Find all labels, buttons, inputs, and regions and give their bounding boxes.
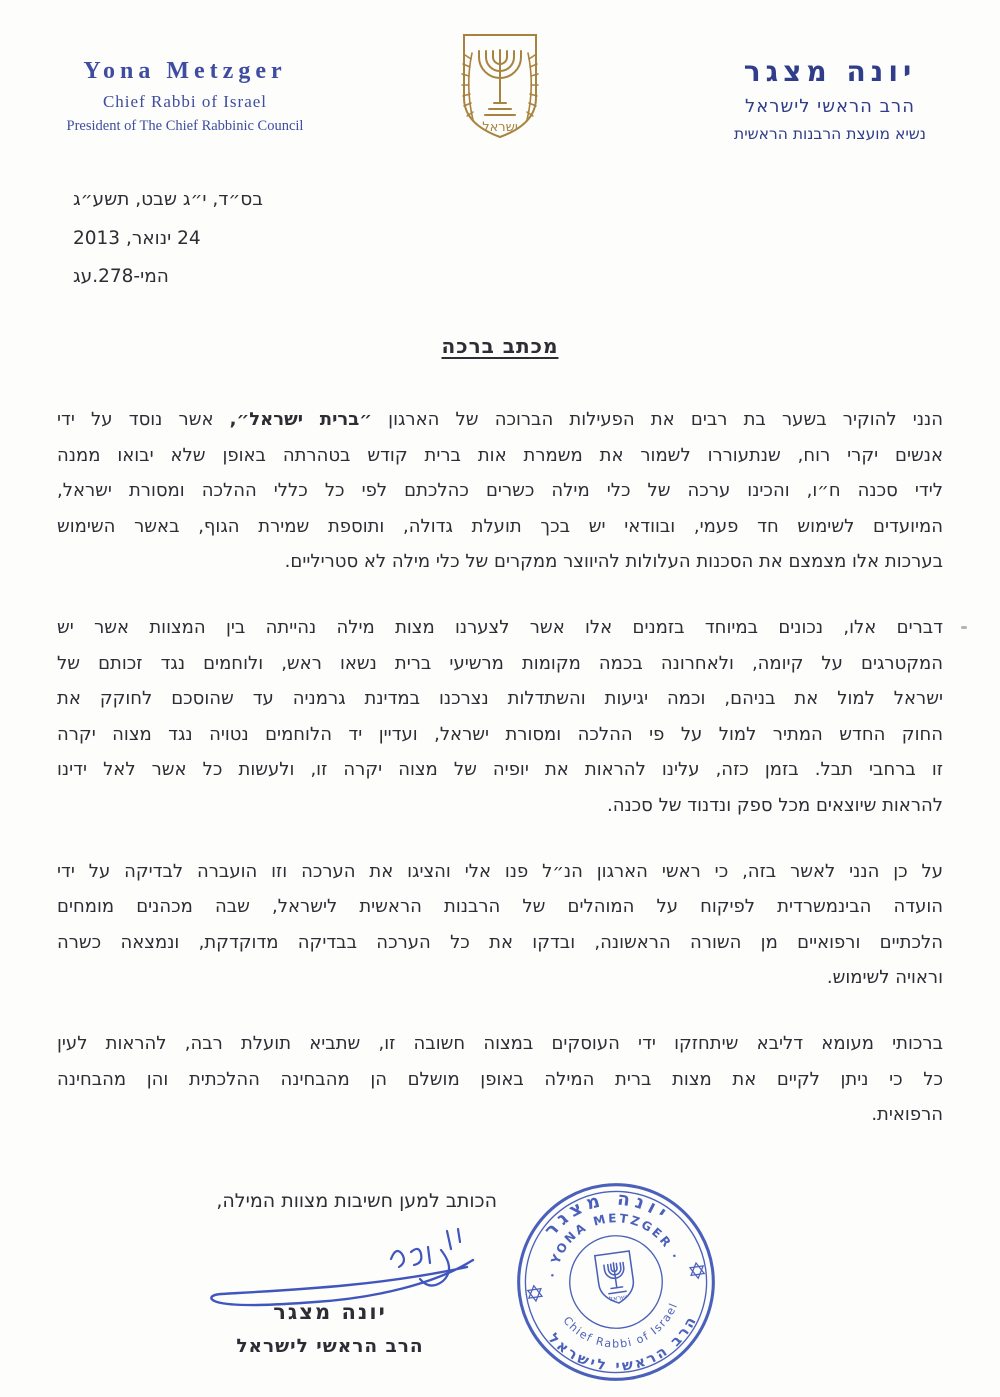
body-line: דברים אלו, נכונים במיוחד בזמנים אלו אשר לצערנו מצות מילה נהייתה בין המצוות אשר יש (57, 616, 943, 638)
body-line: לידי סכנה ח״ו, והכינו ערכה של כלי מילה כשרים כהלכתם לפי כל כללי ההלכה ומסורת ישראל, (57, 480, 943, 502)
header-hebrew (700, 55, 960, 143)
header-english-name: Yona Metzger (83, 58, 287, 84)
signer-title: הרב הראשי לישראל (236, 1336, 424, 1357)
header-hebrew-name: יונה מצגר (743, 55, 917, 88)
signer-block (230, 1300, 430, 1357)
body-line: המיועדים לשימוש חד פעמי, ובוודאי יש בכך תועלת גדולה, ותוספת שמירת הגוף, באשר השימוש (57, 515, 943, 537)
body-line: על כן הנני לאשר בזה, כי ראשי הארגון הנ״ל פנו אלי והציגו את הערכה וזו הועברה לבדיקה על ידי (57, 860, 943, 882)
org-name-bold: ״ברית ישראל״, (229, 409, 372, 430)
body-line: להראות שיוצאים מכל ספק ונדנוד של סכנה. (606, 794, 943, 816)
body-line: בערכות אלו מצמצם את הסכנות העלולות להיווצר ממקרים של כלי מילה לא סטריליים. (284, 551, 943, 573)
body-line: הנני להוקיר בשער בת רבים את הפעילות הברוכה של הארגון ״ברית ישראל״, אשר נוסד על ידי (57, 409, 944, 430)
closing-line: הכותב למען חשיבות מצוות המילה, (216, 1190, 497, 1212)
body-line: הלכתיים ורפואיים מן השורה הראשונה, ובדקו את כל הערכה בבדיקה מדוקדקת, ונמצאה כשרה (57, 931, 943, 953)
date-block (73, 181, 263, 297)
stamp-english-name: · YONA METZGER · (545, 1211, 683, 1279)
hebrew-date: בס״ד, י״ג שבט, תשע״ג (73, 189, 264, 210)
body-line: אנשים יקרי רוח, שנתעוררו לשמור את משמרת אות ברית קודש בטהרתה באופן שלא יבואו ממנה (57, 444, 943, 466)
body-line: הועדה הבינמשרדית לפיקוח על המוהלים של הרבנות הראשית לישראל, שבה מכהנים מומחים (57, 896, 943, 918)
header-english (55, 58, 315, 135)
body-line: הרפואית. (871, 1104, 943, 1126)
body-line: ישראל למול את בניהם, וכמה יגיעות והשתדלות נצרכנו במדינת גרמניה עד שהוסכם לחוקק את (57, 688, 943, 710)
stamp-hebrew-title: הרב הראשי לישראל (544, 1312, 701, 1375)
stamp-hebrew-name: יונה מצגר (540, 1188, 675, 1241)
paragraph-4 (57, 1026, 943, 1133)
paragraph-3 (57, 854, 943, 996)
rabbi-stamp (496, 1162, 735, 1397)
star-of-david-icon (689, 1262, 704, 1279)
signer-name: יונה מצגר (273, 1300, 387, 1324)
header-english-title: Chief Rabbi of Israel (102, 92, 268, 111)
body-line: כל כי ניתן לקיים את מצות ברית המילה באופן מושלם הן מהבחינה ההלכתית והן מהבחינה (57, 1068, 943, 1090)
israel-emblem-icon (441, 26, 559, 148)
header-english-subtitle: President of The Chief Rabbinic Council (66, 118, 304, 134)
stamp-english-title: Chief Rabbi of Israel (560, 1300, 681, 1351)
civil-date: 24 ינואר, 2013 (73, 227, 201, 249)
body-line: המקטרגים על קיומה, ולאחרונה בכמה מקומות מרשיעי ברית נשאו ראש, ולוחמים נגד זכותם של (57, 652, 943, 674)
star-of-david-icon (527, 1285, 542, 1302)
scan-speck (961, 626, 967, 629)
stamp-emblem-label: ישראל (608, 1292, 628, 1304)
letter-body (57, 402, 943, 1163)
paragraph-1 (57, 402, 943, 580)
reference-number: המי-278.עג (73, 266, 169, 287)
paragraph-2 (57, 610, 943, 824)
body-line: החוק החדש המתיר למול על פי ההלכה ומסורת ישראל, ועדיין יד הלוחמים נטויה נגד מצוה יקרה (57, 723, 943, 745)
letter-title: מכתב ברכה (441, 334, 559, 358)
header-hebrew-subtitle: נשיא מועצת הרבנות הראשית (734, 125, 926, 143)
body-line: זו ברחבי תבל. בזמן כזה, עלינו להראות את יופיה של מצוה יקרה זו, ולעשות כל אשר לאל ידינו (57, 759, 943, 781)
body-line: ברכותי מעומא דליבא שיתחזקו ידי העוסקים במצוה חשובה זו, שתביא תועלת רבה, להראות לעין (57, 1032, 943, 1054)
header-hebrew-title: הרב הראשי לישראל (745, 96, 915, 117)
body-line: וראויה לשימוש. (826, 967, 943, 989)
emblem-label: ישראל (482, 120, 518, 135)
